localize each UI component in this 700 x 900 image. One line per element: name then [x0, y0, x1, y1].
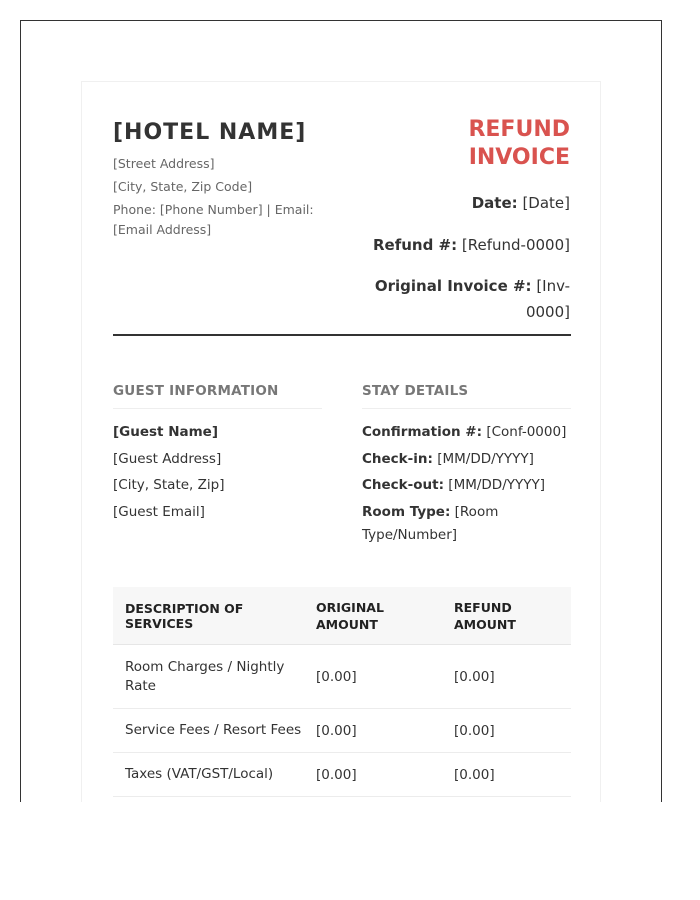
- table-row: [113, 709, 571, 753]
- checkout-value: [MM/DD/YYYY]: [448, 477, 545, 493]
- row-description: Taxes (VAT/GST/Local): [125, 766, 274, 782]
- hotel-street: [Street Address]: [113, 156, 215, 171]
- table-row: [113, 645, 571, 709]
- table-header: [113, 587, 571, 645]
- hotel-name: [HOTEL NAME]: [113, 120, 307, 145]
- guest-heading: GUEST INFORMATION: [113, 382, 322, 409]
- guest-details: [113, 419, 322, 525]
- row-refund-amount: [0.00]: [454, 668, 495, 685]
- room-value: [Room Type/Number]: [362, 503, 499, 543]
- row-refund-amount: [0.00]: [454, 766, 495, 783]
- guest-address: [Guest Address]: [113, 450, 222, 467]
- page-frame: [20, 20, 662, 802]
- checkin-label: Check-in:: [362, 450, 433, 467]
- invoice-date: [360, 190, 570, 216]
- checkin-value: [MM/DD/YYYY]: [437, 450, 534, 467]
- row-description: Service Fees / Resort Fees: [125, 722, 302, 738]
- header-refund-amount: REFUND AMOUNT: [454, 599, 516, 632]
- row-refund-amount: [0.00]: [454, 722, 495, 739]
- date-label: Date:: [471, 194, 518, 212]
- invoice-sheet: [81, 81, 601, 802]
- checkout-label: Check-out:: [362, 477, 444, 493]
- stay-info: [362, 419, 571, 547]
- hotel-contact: Phone: [Phone Number] | Email: [Email Address]: [113, 202, 314, 237]
- original-label: Original Invoice #:: [374, 277, 532, 295]
- date-value: [Date]: [522, 194, 570, 212]
- invoice-meta: [360, 116, 570, 325]
- hotel-city: [City, State, Zip Code]: [113, 179, 253, 194]
- table-row: [113, 753, 571, 797]
- stay-heading: STAY DETAILS: [362, 382, 571, 409]
- header-description: DESCRIPTION OF SERVICES: [125, 600, 244, 631]
- guest-city: [City, State, Zip]: [113, 477, 225, 493]
- confirmation-label: Confirmation #:: [362, 424, 483, 440]
- row-original-amount: [0.00]: [316, 668, 357, 685]
- refund-label: Refund #:: [372, 236, 458, 254]
- row-original-amount: [0.00]: [316, 766, 357, 783]
- confirmation-row: [362, 419, 571, 446]
- original-invoice-number: [360, 273, 570, 325]
- checkin-row: [362, 446, 571, 473]
- hotel-info: [113, 120, 353, 240]
- checkout-row: [362, 472, 571, 499]
- guest-information: [113, 382, 322, 525]
- hotel-address: [113, 152, 353, 240]
- room-row: [362, 499, 571, 547]
- row-description: Room Charges / Nightly Rate: [125, 658, 285, 694]
- guest-name: [Guest Name]: [113, 424, 219, 440]
- confirmation-value: [Conf-0000]: [486, 424, 567, 440]
- row-original-amount: [0.00]: [316, 722, 357, 739]
- original-value: [Inv-0000]: [525, 277, 570, 321]
- room-label: Room Type:: [362, 503, 451, 520]
- refund-value: [Refund-0000]: [461, 236, 570, 254]
- invoice-title: REFUND INVOICE: [468, 117, 570, 170]
- header-original-amount: ORIGINAL AMOUNT: [316, 599, 384, 632]
- refund-number: [360, 232, 570, 258]
- services-table: [113, 587, 571, 797]
- header-divider: [113, 334, 571, 336]
- guest-email: [Guest Email]: [113, 503, 205, 520]
- stay-details: [362, 382, 571, 547]
